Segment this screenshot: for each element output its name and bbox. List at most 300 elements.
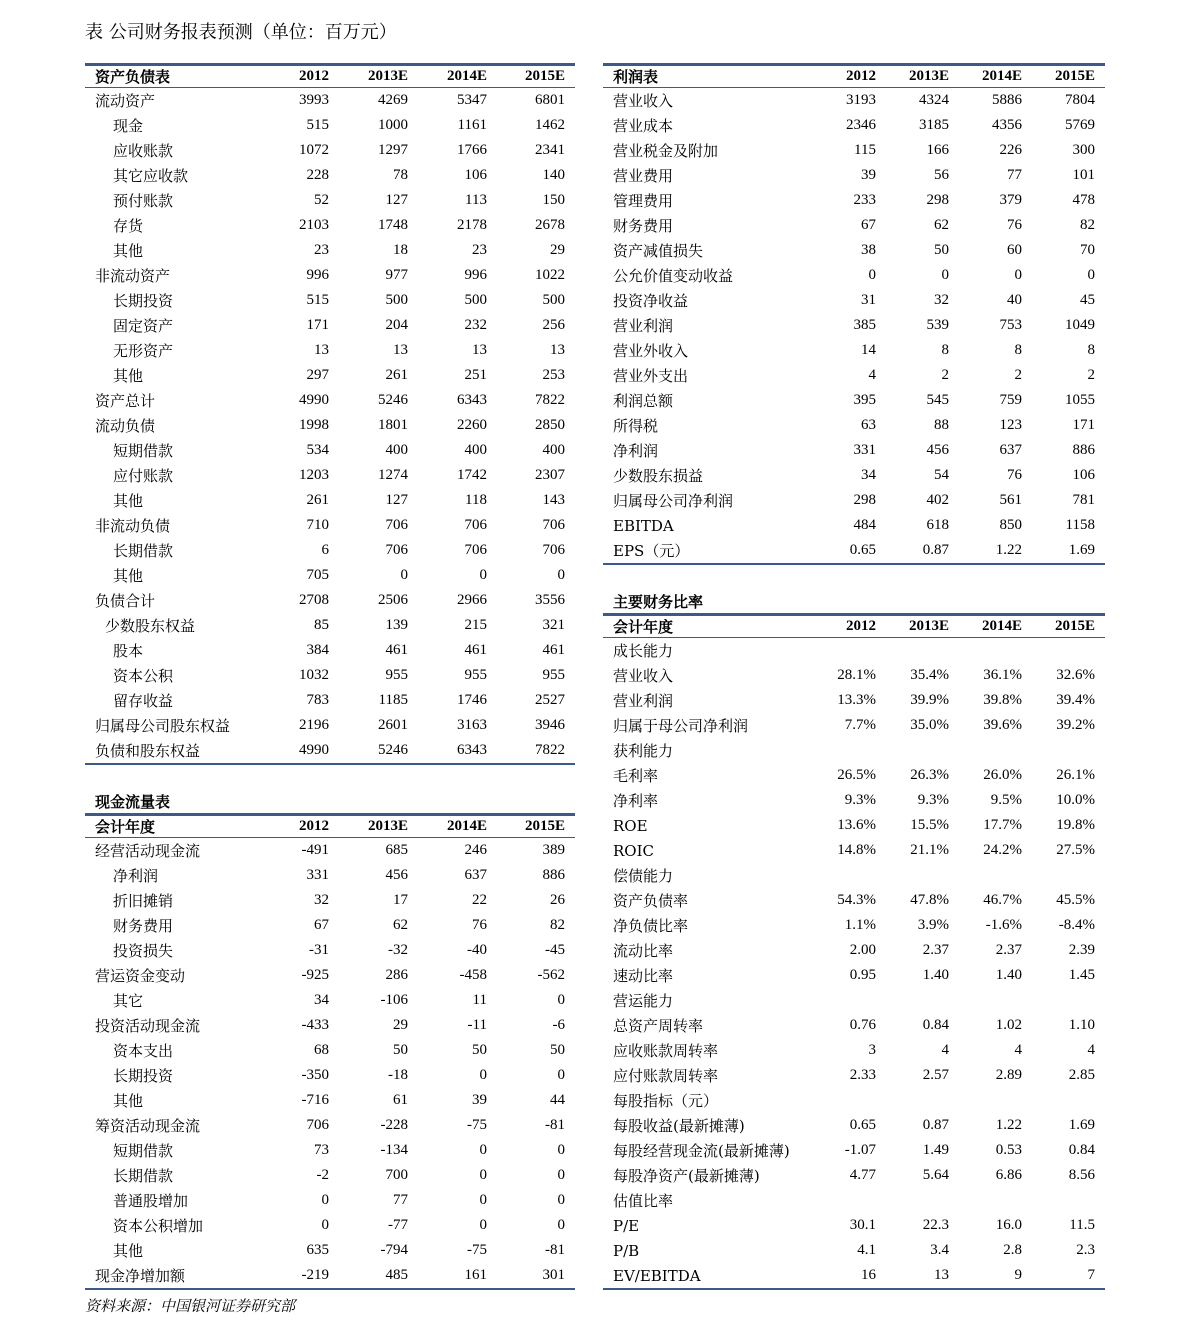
row-value: 101 bbox=[1072, 167, 1095, 183]
row-value: -106 bbox=[380, 992, 408, 1008]
row-value: 31 bbox=[861, 292, 876, 308]
table-row bbox=[85, 138, 575, 163]
row-value: 76 bbox=[472, 917, 487, 933]
table-row bbox=[603, 888, 1105, 913]
header-year: 2012 bbox=[260, 816, 339, 838]
row-value: 297 bbox=[306, 367, 329, 383]
balance-sheet-table bbox=[85, 66, 575, 765]
row-label: 营业收入 bbox=[613, 667, 674, 685]
table-row bbox=[85, 1163, 575, 1188]
row-value: 500 bbox=[385, 292, 408, 308]
row-value: 0 bbox=[868, 267, 876, 283]
row-value: 8.56 bbox=[1068, 1167, 1095, 1183]
row-value: -32 bbox=[388, 942, 408, 958]
row-label: 净负债比率 bbox=[613, 917, 689, 935]
row-value: 3185 bbox=[919, 117, 949, 133]
table-row bbox=[603, 763, 1105, 788]
row-value bbox=[886, 863, 959, 888]
row-label: 普通股增加 bbox=[113, 1192, 189, 1210]
row-value bbox=[813, 1188, 886, 1213]
row-value: 16 bbox=[813, 1263, 886, 1289]
row-value: 461 bbox=[464, 642, 487, 658]
row-value: 171 bbox=[306, 317, 329, 333]
ratios-block bbox=[603, 591, 1105, 1290]
table-row bbox=[85, 988, 575, 1013]
table-row bbox=[603, 1038, 1105, 1063]
header-year: 2014E bbox=[959, 66, 1032, 88]
row-value: 759 bbox=[999, 392, 1022, 408]
row-label: 营运资金变动 bbox=[95, 967, 186, 985]
row-value: 637 bbox=[999, 442, 1022, 458]
table-row bbox=[603, 463, 1105, 488]
row-value: 0 bbox=[557, 1217, 565, 1233]
row-value: 3946 bbox=[535, 717, 565, 733]
row-value: 618 bbox=[926, 517, 949, 533]
row-value: -75 bbox=[467, 1117, 487, 1133]
row-value: 0.84 bbox=[1068, 1142, 1095, 1158]
header-year: 2014E bbox=[418, 816, 497, 838]
row-value: 0 bbox=[479, 1192, 487, 1208]
row-value: 4990 bbox=[260, 738, 339, 764]
row-value: 2.8 bbox=[1003, 1242, 1022, 1258]
table-header-row bbox=[603, 66, 1105, 88]
row-value: 24.2% bbox=[983, 842, 1022, 858]
row-value: 3193 bbox=[846, 92, 876, 108]
row-value: 18 bbox=[393, 242, 408, 258]
row-value: 251 bbox=[464, 367, 487, 383]
row-value: -75 bbox=[467, 1242, 487, 1258]
table-row bbox=[85, 288, 575, 313]
table-row bbox=[603, 488, 1105, 513]
row-value: -1.07 bbox=[844, 1142, 876, 1158]
row-value: 139 bbox=[385, 617, 408, 633]
row-value: 706 bbox=[464, 517, 487, 533]
row-value: 0 bbox=[557, 1142, 565, 1158]
income-statement-table bbox=[603, 66, 1105, 565]
row-value: 9.5% bbox=[990, 792, 1022, 808]
row-value: 1022 bbox=[535, 267, 565, 283]
row-label: 每股经营现金流(最新摊薄) bbox=[613, 1142, 790, 1160]
row-value: 3993 bbox=[299, 92, 329, 108]
row-value: 0 bbox=[1087, 267, 1095, 283]
header-year: 2015E bbox=[497, 816, 575, 838]
row-value: 2.85 bbox=[1068, 1067, 1095, 1083]
row-value: 73 bbox=[314, 1142, 329, 1158]
row-value: 34 bbox=[861, 467, 876, 483]
header-label: 会计年度 bbox=[603, 616, 813, 638]
row-value: 637 bbox=[464, 867, 487, 883]
row-label: 投资活动现金流 bbox=[95, 1017, 201, 1035]
header-year: 2015E bbox=[1032, 616, 1105, 638]
row-value: 7 bbox=[1032, 1263, 1105, 1289]
row-label: 留存收益 bbox=[113, 692, 174, 710]
row-label: 长期投资 bbox=[113, 292, 174, 310]
table-row bbox=[85, 613, 575, 638]
row-value: 1158 bbox=[1065, 517, 1095, 533]
row-label: 流动比率 bbox=[613, 942, 674, 960]
row-value: 2.3 bbox=[1076, 1242, 1095, 1258]
row-value: 39.6% bbox=[983, 717, 1022, 733]
row-value: 1072 bbox=[299, 142, 329, 158]
row-value: 118 bbox=[465, 492, 487, 508]
row-value: 45.5% bbox=[1056, 892, 1095, 908]
table-row bbox=[85, 238, 575, 263]
table-row bbox=[85, 963, 575, 988]
row-value: 706 bbox=[542, 517, 565, 533]
row-value: 385 bbox=[853, 317, 876, 333]
header-year: 2014E bbox=[418, 66, 497, 88]
row-value: 0 bbox=[557, 1192, 565, 1208]
header-label: 利润表 bbox=[603, 66, 813, 88]
table-row bbox=[85, 588, 575, 613]
row-value: 2346 bbox=[846, 117, 876, 133]
row-value: 395 bbox=[853, 392, 876, 408]
cash-flow-section-title: 现金流量表 bbox=[95, 793, 171, 811]
row-value: 2307 bbox=[535, 467, 565, 483]
row-label: EBITDA bbox=[613, 516, 674, 535]
table-header-row bbox=[85, 66, 575, 88]
row-value: 321 bbox=[542, 617, 565, 633]
table-row bbox=[603, 838, 1105, 863]
row-label: 应付账款周转率 bbox=[613, 1067, 719, 1085]
row-value: 50 bbox=[934, 242, 949, 258]
row-value: -134 bbox=[380, 1142, 408, 1158]
row-value bbox=[813, 1088, 886, 1113]
row-value: 46.7% bbox=[983, 892, 1022, 908]
table-row bbox=[85, 463, 575, 488]
row-value: 30.1 bbox=[849, 1217, 876, 1233]
row-value: 1.40 bbox=[995, 967, 1022, 983]
row-label: 资本公积增加 bbox=[113, 1217, 204, 1235]
row-value bbox=[959, 1088, 1032, 1113]
row-value bbox=[886, 1188, 959, 1213]
row-value: 11 bbox=[472, 992, 487, 1008]
table-row bbox=[603, 713, 1105, 738]
row-value: 16.0 bbox=[995, 1217, 1022, 1233]
row-label: 净利润 bbox=[613, 442, 659, 460]
table-row bbox=[603, 88, 1105, 114]
row-value: -1.6% bbox=[985, 917, 1022, 933]
row-label: 归属母公司净利润 bbox=[613, 492, 734, 510]
row-value: -925 bbox=[301, 967, 329, 983]
row-value: 886 bbox=[1072, 442, 1095, 458]
table-row bbox=[85, 1063, 575, 1088]
row-value: 2 bbox=[1087, 367, 1095, 383]
table-row bbox=[85, 938, 575, 963]
table-row bbox=[85, 1188, 575, 1213]
row-value: 2506 bbox=[378, 592, 408, 608]
row-value bbox=[959, 863, 1032, 888]
row-value: 1.45 bbox=[1068, 967, 1095, 983]
table-row bbox=[603, 1138, 1105, 1163]
row-value bbox=[886, 988, 959, 1013]
row-value: 1203 bbox=[299, 467, 329, 483]
cash-flow-block bbox=[85, 791, 575, 1290]
row-value: 0 bbox=[479, 1217, 487, 1233]
row-value bbox=[959, 738, 1032, 763]
row-value: 384 bbox=[306, 642, 329, 658]
header-label: 会计年度 bbox=[85, 816, 260, 838]
row-value: 1.22 bbox=[959, 538, 1032, 564]
row-value: 706 bbox=[464, 542, 487, 558]
row-value: 5769 bbox=[1065, 117, 1095, 133]
row-value: 402 bbox=[926, 492, 949, 508]
row-value bbox=[886, 738, 959, 763]
row-label: 资本支出 bbox=[113, 1042, 174, 1060]
table-row bbox=[85, 1038, 575, 1063]
row-value: 515 bbox=[306, 292, 329, 308]
row-label: 公允价值变动收益 bbox=[613, 267, 734, 285]
row-value: 2850 bbox=[535, 417, 565, 433]
row-value bbox=[1032, 863, 1105, 888]
row-value: 0 bbox=[321, 1217, 329, 1233]
row-value: 0 bbox=[479, 1167, 487, 1183]
row-label: 投资净收益 bbox=[613, 292, 689, 310]
table-row bbox=[85, 563, 575, 588]
row-value: 32.6% bbox=[1056, 667, 1095, 683]
row-value: 150 bbox=[542, 192, 565, 208]
row-value: 50 bbox=[472, 1042, 487, 1058]
row-value: 0 bbox=[557, 1167, 565, 1183]
table-row bbox=[603, 363, 1105, 388]
row-label: 少数股东损益 bbox=[613, 467, 704, 485]
row-value: 389 bbox=[542, 842, 565, 858]
row-value: 26.5% bbox=[837, 767, 876, 783]
header-year: 2015E bbox=[1032, 66, 1105, 88]
row-value: 706 bbox=[385, 517, 408, 533]
row-value: 166 bbox=[926, 142, 949, 158]
row-value: 22 bbox=[472, 892, 487, 908]
row-label: 筹资活动现金流 bbox=[95, 1117, 201, 1135]
row-value: 127 bbox=[385, 192, 408, 208]
table-row bbox=[603, 988, 1105, 1013]
row-value bbox=[959, 988, 1032, 1013]
row-value: 1274 bbox=[378, 467, 408, 483]
table-row bbox=[85, 1113, 575, 1138]
row-value: 10.0% bbox=[1056, 792, 1095, 808]
table-row bbox=[85, 363, 575, 388]
row-value: 17.7% bbox=[983, 817, 1022, 833]
row-label: 非流动负债 bbox=[95, 517, 171, 535]
row-value: 484 bbox=[853, 517, 876, 533]
row-label: 净利润 bbox=[113, 867, 159, 885]
row-value: 1.1% bbox=[844, 917, 876, 933]
row-value: 461 bbox=[542, 642, 565, 658]
row-value: 485 bbox=[339, 1263, 418, 1289]
row-value: 955 bbox=[464, 667, 487, 683]
table-row bbox=[603, 863, 1105, 888]
row-value bbox=[959, 1188, 1032, 1213]
row-value: 706 bbox=[385, 542, 408, 558]
row-value: 4324 bbox=[919, 92, 949, 108]
table-row bbox=[603, 338, 1105, 363]
row-value: 2196 bbox=[299, 717, 329, 733]
row-value: 9 bbox=[959, 1263, 1032, 1289]
row-label: 所得税 bbox=[613, 417, 659, 435]
row-value: 500 bbox=[464, 292, 487, 308]
row-value: 38 bbox=[861, 242, 876, 258]
row-value: 400 bbox=[464, 442, 487, 458]
row-value: 2.89 bbox=[995, 1067, 1022, 1083]
row-value: 39 bbox=[472, 1092, 487, 1108]
header-year: 2012 bbox=[813, 616, 886, 638]
row-value: 4 bbox=[941, 1042, 949, 1058]
row-value: 2.37 bbox=[995, 942, 1022, 958]
table-row bbox=[603, 1013, 1105, 1038]
row-value: 996 bbox=[306, 267, 329, 283]
row-value: 2.37 bbox=[922, 942, 949, 958]
table-row bbox=[85, 738, 575, 764]
row-value: 233 bbox=[853, 192, 876, 208]
row-value: 8 bbox=[941, 342, 949, 358]
row-value: 0 bbox=[557, 567, 565, 583]
row-value: 1998 bbox=[299, 417, 329, 433]
row-value: 39.2% bbox=[1056, 717, 1095, 733]
table-row bbox=[603, 1063, 1105, 1088]
row-value: 301 bbox=[497, 1263, 575, 1289]
row-value: 11.5 bbox=[1069, 1217, 1095, 1233]
row-value: 22.3 bbox=[922, 1217, 949, 1233]
row-value: 39 bbox=[861, 167, 876, 183]
row-value: 228 bbox=[306, 167, 329, 183]
row-label: P/B bbox=[613, 1241, 640, 1260]
row-value bbox=[813, 863, 886, 888]
row-value: 26 bbox=[550, 892, 565, 908]
table-row bbox=[603, 213, 1105, 238]
row-value: 6343 bbox=[418, 738, 497, 764]
row-value: 56 bbox=[934, 167, 949, 183]
row-value: 3556 bbox=[535, 592, 565, 608]
row-value: 0 bbox=[479, 567, 487, 583]
row-value: 685 bbox=[385, 842, 408, 858]
row-value: 26.3% bbox=[910, 767, 949, 783]
row-value: 3.9% bbox=[917, 917, 949, 933]
table-row bbox=[603, 513, 1105, 538]
row-value: 28.1% bbox=[837, 667, 876, 683]
row-value: 13 bbox=[886, 1263, 959, 1289]
table-row bbox=[85, 863, 575, 888]
row-value: 32 bbox=[314, 892, 329, 908]
row-label: 其他 bbox=[113, 567, 144, 585]
row-label: 其他 bbox=[113, 367, 144, 385]
row-label: 应付账款 bbox=[113, 467, 174, 485]
row-value: 36.1% bbox=[983, 667, 1022, 683]
row-label: 其他 bbox=[113, 242, 144, 260]
row-value: 3163 bbox=[457, 717, 487, 733]
row-label: 其它应收款 bbox=[113, 167, 189, 185]
table-row bbox=[85, 1238, 575, 1263]
row-value: 113 bbox=[465, 192, 487, 208]
row-label: 营业利润 bbox=[613, 692, 674, 710]
row-value: 8 bbox=[1014, 342, 1022, 358]
row-value: 4 bbox=[868, 367, 876, 383]
row-value: 1742 bbox=[457, 467, 487, 483]
table-row bbox=[85, 1088, 575, 1113]
table-row bbox=[85, 338, 575, 363]
row-value: 246 bbox=[464, 842, 487, 858]
row-value: 123 bbox=[999, 417, 1022, 433]
row-value: 256 bbox=[542, 317, 565, 333]
row-value: 26.0% bbox=[983, 767, 1022, 783]
row-value: 9.3% bbox=[917, 792, 949, 808]
header-year: 2015E bbox=[497, 66, 575, 88]
row-value: 2.39 bbox=[1068, 942, 1095, 958]
table-row bbox=[603, 813, 1105, 838]
row-value: 204 bbox=[385, 317, 408, 333]
row-value: 5347 bbox=[457, 92, 487, 108]
row-value: 456 bbox=[926, 442, 949, 458]
row-value: 635 bbox=[306, 1242, 329, 1258]
row-value: 5246 bbox=[378, 392, 408, 408]
table-row bbox=[603, 913, 1105, 938]
row-label: 负债合计 bbox=[95, 592, 156, 610]
row-value: 0.65 bbox=[813, 538, 886, 564]
row-value: 1.22 bbox=[995, 1117, 1022, 1133]
row-value: -562 bbox=[537, 967, 565, 983]
row-value: 2708 bbox=[299, 592, 329, 608]
row-value: 39.9% bbox=[910, 692, 949, 708]
row-label: 其他 bbox=[113, 1092, 144, 1110]
table-row bbox=[603, 263, 1105, 288]
row-value: 1049 bbox=[1065, 317, 1095, 333]
row-value: 67 bbox=[314, 917, 329, 933]
row-value: 1.40 bbox=[922, 967, 949, 983]
row-value: 1462 bbox=[535, 117, 565, 133]
row-value: 143 bbox=[542, 492, 565, 508]
table-row bbox=[603, 788, 1105, 813]
row-label: ROE bbox=[613, 816, 648, 835]
row-value: 1.49 bbox=[922, 1142, 949, 1158]
table-row bbox=[85, 638, 575, 663]
table-row bbox=[603, 1213, 1105, 1238]
table-row bbox=[85, 913, 575, 938]
row-label: 短期借款 bbox=[113, 442, 174, 460]
header-label: 资产负债表 bbox=[85, 66, 260, 88]
row-label: 少数股东权益 bbox=[105, 617, 196, 635]
row-value: 232 bbox=[464, 317, 487, 333]
row-value: 2103 bbox=[299, 217, 329, 233]
row-value bbox=[813, 988, 886, 1013]
row-value bbox=[813, 638, 886, 664]
row-value: 0 bbox=[479, 1067, 487, 1083]
ratios-table bbox=[603, 616, 1105, 1290]
row-value bbox=[886, 1088, 959, 1113]
row-label: 财务费用 bbox=[113, 917, 174, 935]
row-value: 0 bbox=[400, 567, 408, 583]
row-value: 706 bbox=[306, 1117, 329, 1133]
row-value: 286 bbox=[385, 967, 408, 983]
row-value: 2260 bbox=[457, 417, 487, 433]
row-label: 短期借款 bbox=[113, 1142, 174, 1160]
row-value bbox=[959, 638, 1032, 664]
row-value: 13 bbox=[550, 342, 565, 358]
table-row bbox=[603, 1113, 1105, 1138]
row-value: 0 bbox=[479, 1142, 487, 1158]
row-value: 1055 bbox=[1065, 392, 1095, 408]
row-value: 5886 bbox=[992, 92, 1022, 108]
row-label: 资本公积 bbox=[113, 667, 174, 685]
table-row bbox=[603, 538, 1105, 564]
row-value: 300 bbox=[1072, 142, 1095, 158]
table-header-row bbox=[85, 816, 575, 838]
row-value: 52 bbox=[314, 192, 329, 208]
table-row bbox=[85, 413, 575, 438]
row-value: 13 bbox=[472, 342, 487, 358]
row-label: 估值比率 bbox=[613, 1192, 674, 1210]
row-label: 现金 bbox=[113, 117, 144, 135]
row-value: 63 bbox=[861, 417, 876, 433]
row-label: 毛利率 bbox=[613, 767, 659, 785]
